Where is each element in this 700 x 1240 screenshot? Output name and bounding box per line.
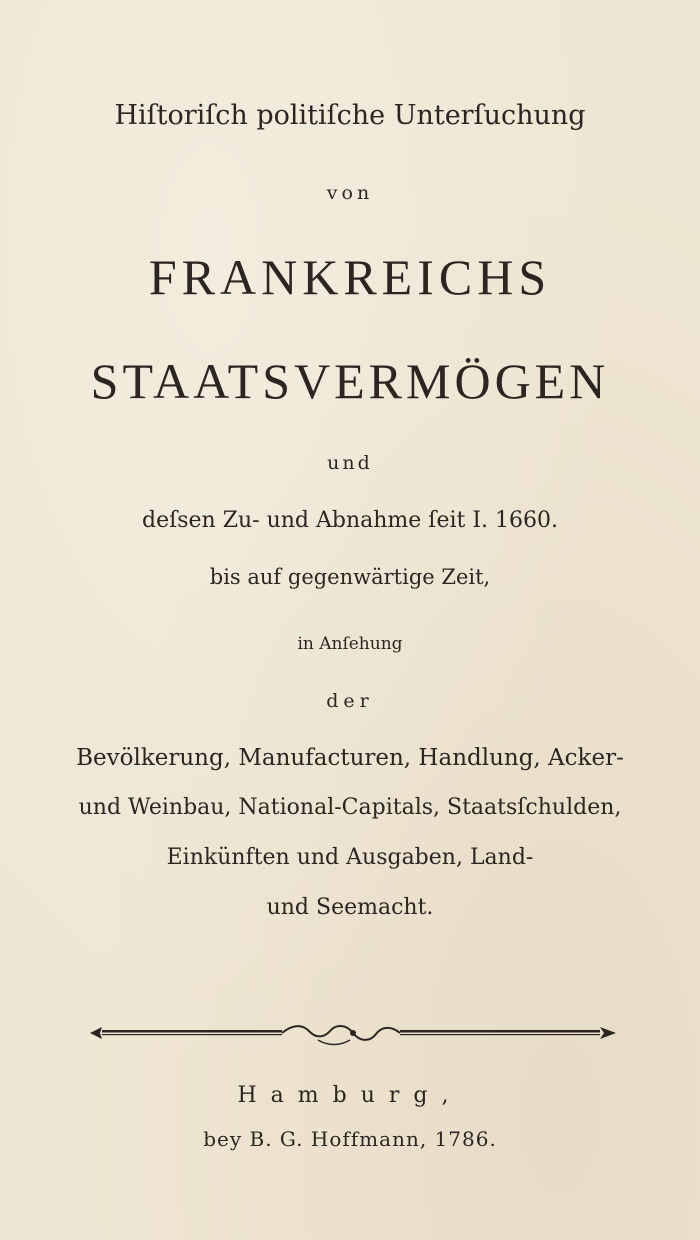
imprint-publisher: bey B. G. Hoffmann, 1786.: [203, 1127, 497, 1151]
title-word-von: von: [326, 182, 374, 204]
subtitle-line-1: deſsen Zu- und Abnahme ſeit I. 1660.: [141, 508, 558, 533]
topics-line-1: Bevölkerung, Manufacturen, Handlung, Acker-: [76, 745, 624, 771]
topics-line-2: und Weinbau, National-Capitals, Staatsſchulden,: [78, 795, 622, 820]
subtitle-line-2: bis auf gegenwärtige Zeit,: [209, 565, 491, 589]
topics-line-4: und Seemacht.: [266, 895, 434, 920]
ornamental-rule: [88, 1020, 618, 1046]
title-line-top: Hiſtoriſch politiſche Unterſuchung: [114, 100, 586, 131]
subtitle-line-3: in Anſehung: [297, 634, 403, 654]
title-word-der: der: [326, 690, 374, 712]
topics-line-3: Einkünften und Ausgaben, Land-: [166, 845, 534, 870]
main-title-line-1: FRANKREICHS: [148, 249, 552, 305]
main-title-line-2: STAATSVERMÖGEN: [90, 353, 610, 409]
title-word-und: und: [327, 452, 373, 474]
imprint-city: Hamburg,: [237, 1083, 463, 1108]
